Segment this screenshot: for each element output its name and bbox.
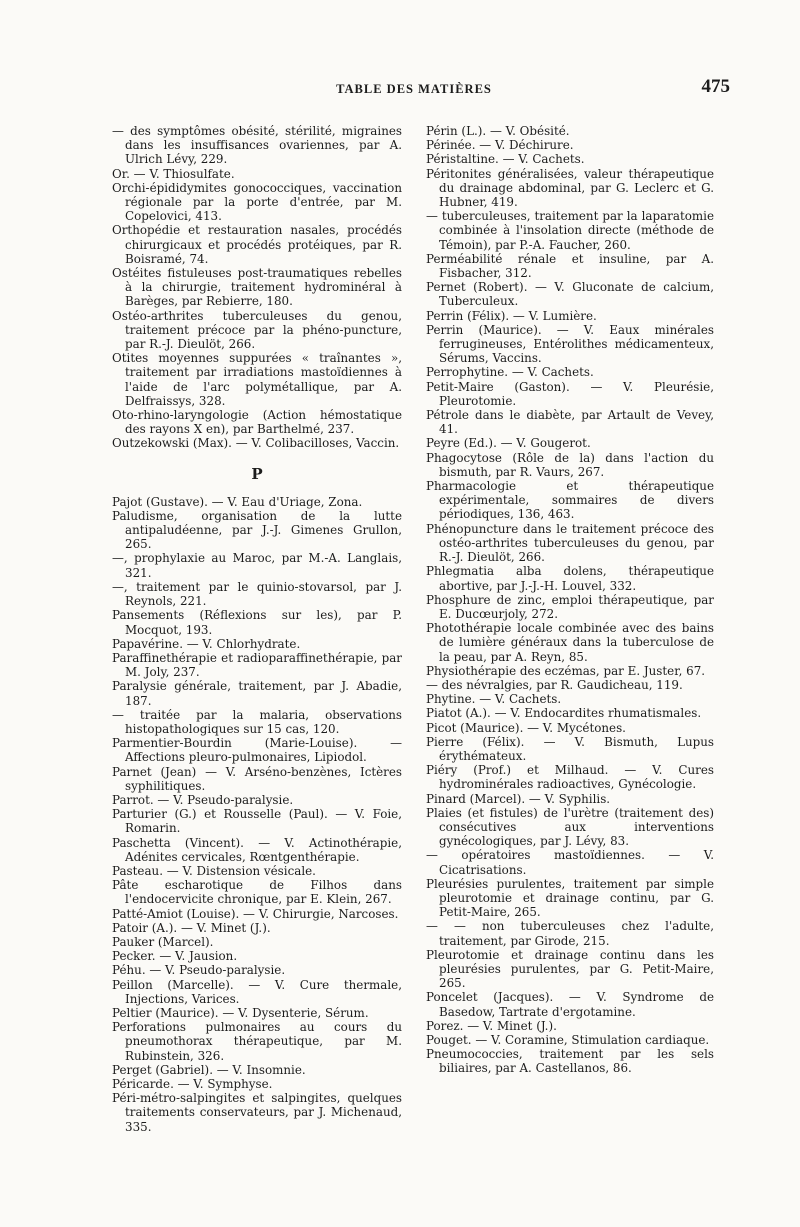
index-entry: — traitée par la malaria, observations histopathologiques sur 15 cas, 120. <box>112 707 402 736</box>
right-entries <box>426 124 714 1076</box>
index-entry: — des névralgies, par R. Gaudicheau, 119. <box>426 677 683 692</box>
index-entry: Pétrole dans le diabète, par Artault de Vevey, 41. <box>426 408 714 437</box>
index-entry: Pasteau. — V. Distension vésicale. <box>112 863 316 878</box>
index-entry: Papavérine. — V. Chlorhydrate. <box>112 636 301 651</box>
index-entry: Peltier (Maurice). — V. Dysenterie, Sérum. <box>112 1005 369 1020</box>
index-entry: Perrin (Maurice). — V. Eaux minérales ferrugineuses, Entérolithes médicamenteux, Sérums, Vaccins. <box>426 322 714 366</box>
left-entries-before <box>112 124 402 451</box>
index-entry: Poncelet (Jacques). — V. Syndrome de Basedow, Tartrate d'ergotamine. <box>426 990 714 1019</box>
index-entry: —, prophylaxie au Maroc, par M.-A. Langlais, 321. <box>112 551 402 580</box>
index-entry: Périn (L.). — V. Obésité. <box>426 124 570 138</box>
index-entry: Perrin (Félix). — V. Lumière. <box>426 308 597 323</box>
running-head <box>108 76 730 102</box>
index-entry: Otites moyennes suppurées « traînantes », traitement par irradiations mastoïdiennes à l'aide de l'arc polymétallique, par A. Delfraissys, 328. <box>112 351 402 408</box>
index-entry: Parmentier-Bourdin (Marie-Louise). — Affections pleuro-pulmonaires, Lipiodol. <box>112 736 402 765</box>
index-entry: Phagocytose (Rôle de la) dans l'action du bismuth, par R. Vaurs, 267. <box>426 450 714 479</box>
right-column <box>426 124 714 1076</box>
index-entry: Paralysie générale, traitement, par J. Abadie, 187. <box>112 679 402 708</box>
index-entry: Phénopuncture dans le traitement précoce des ostéo-arthrites tuberculeuses du genou, par R.-J. Dieulöt, 266. <box>426 521 714 565</box>
index-entry: Pinard (Marcel). — V. Syphilis. <box>426 791 611 806</box>
index-entry: Péristaltine. — V. Cachets. <box>426 152 585 167</box>
index-entry: Pajot (Gustave). — V. Eau d'Uriage, Zona. <box>112 494 363 509</box>
index-entry: — des symptômes obésité, stérilité, migraines dans les insuffisances ovariennes, par A. Ulrich Lévy, 229. <box>112 124 402 167</box>
index-entry: Paraffinethérapie et radioparaffinethérapie, par M. Joly, 237. <box>112 650 402 680</box>
index-entry: Pleurotomie et drainage continu dans les pleurésies purulentes, par G. Petit-Maire, 265. <box>426 947 714 991</box>
index-entry: Péhu. — V. Pseudo-paralysie. <box>112 963 286 978</box>
index-entry: Photothérapie locale combinée avec des bains de lumière généraux dans la tuberculose de la peau, par A. Reyn, 85. <box>426 621 714 664</box>
index-entry: Pansements (Réflexions sur les), par P. Mocquot, 193. <box>112 608 402 637</box>
index-entry: Pâte escharotique de Filhos dans l'endocervicite chronique, par E. Klein, 267. <box>112 878 402 907</box>
index-entry: Phlegmatia alba dolens, thérapeutique abortive, par J.-J.-H. Louvel, 332. <box>426 564 714 593</box>
index-entry: Porez. — V. Minet (J.). <box>426 1018 557 1033</box>
index-entry: — tuberculeuses, traitement par la laparatomie combinée à l'insolation directe (méthode de Témoin), par P.-A. Faucher, 260. <box>426 209 714 252</box>
index-entry: Patoir (A.). — V. Minet (J.). <box>112 920 271 935</box>
section-letter: P <box>251 464 263 483</box>
index-entry: Phytine. — V. Cachets. <box>426 692 562 707</box>
index-entry: Phosphure de zinc, emploi thérapeutique, par E. Ducœurjoly, 272. <box>426 592 714 621</box>
index-entry: Perforations pulmonaires au cours du pneumothorax thérapeutique, par M. Rubinstein, 326. <box>112 1020 402 1063</box>
index-entry: Pouget. — V. Coramine, Stimulation cardiaque. <box>426 1033 710 1047</box>
index-entry: Pauker (Marcel). <box>112 934 214 949</box>
page-number: 475 <box>701 76 730 97</box>
left-entries-after <box>112 495 402 1134</box>
index-entry: Paludisme, organisation de la lutte antipaludéenne, par J.-J. Gimenes Grullon, 265. <box>112 508 402 552</box>
index-entry: Perméabilité rénale et insuline, par A. Fisbacher, 312. <box>426 251 714 281</box>
index-entry: Peillon (Marcelle). — V. Cure thermale, Injections, Varices. <box>112 977 402 1006</box>
index-entry: Parrot. — V. Pseudo-paralysie. <box>112 792 294 807</box>
index-entry: Outzekowski (Max). — V. Colibacilloses, Vaccin. <box>112 436 400 451</box>
index-entry: Or. — V. Thiosulfate. <box>112 166 235 181</box>
index-entry: Petit-Maire (Gaston). — V. Pleurésie, Pleurotomie. <box>426 379 714 408</box>
index-entry: Pernet (Robert). — V. Gluconate de calcium, Tuberculeux. <box>426 280 714 309</box>
index-entry: Plaies (et fistules) de l'urètre (traitement des) consécutives aux interventions gynécologiques, par J. Lévy, 83. <box>426 805 714 849</box>
index-entry: Orthopédie et restauration nasales, procédés chirurgicaux et procédés protéiques, par R. Boisramé, 74. <box>112 223 402 266</box>
index-entry: — — non tuberculeuses chez l'adulte, traitement, par Girode, 215. <box>426 919 714 948</box>
index-entry: Peyre (Ed.). — V. Gougerot. <box>426 436 591 451</box>
index-entry: Pneumococcies, traitement par les sels biliaires, par A. Castellanos, 86. <box>426 1047 714 1076</box>
index-entry: Pierre (Félix). — V. Bismuth, Lupus érythémateux. <box>426 734 714 763</box>
left-column <box>112 124 402 1134</box>
index-entry: — opératoires mastoïdiennes. — V. Cicatrisations. <box>426 848 714 877</box>
running-title: TABLE DES MATIÈRES <box>336 82 492 96</box>
index-entry: Perrophytine. — V. Cachets. <box>426 365 594 380</box>
index-entry: Pharmacologie et thérapeutique expérimentale, sommaires de divers périodiques, 136, 463. <box>426 479 714 522</box>
index-entry: Pleurésies purulentes, traitement par simple pleurotomie et drainage continu, par G. Petit-Maire, 265. <box>426 876 714 920</box>
index-entry: Périnée. — V. Déchirure. <box>426 138 574 153</box>
index-entry: Picot (Maurice). — V. Mycétones. <box>426 720 626 735</box>
index-entry: —, traitement par le quinio-stovarsol, par J. Reynols, 221. <box>112 579 402 609</box>
index-entry: Patté-Amiot (Louise). — V. Chirurgie, Narcoses. <box>112 906 399 921</box>
index-entry: Orchi-épididymites gonococciques, vaccination régionale par la porte d'entrée, par M. Copelovici, 413. <box>112 180 402 224</box>
index-entry: Péri-métro-salpingites et salpingites, quelques traitements conservateurs, par J. Michenaud, 335. <box>112 1091 402 1134</box>
index-entry: Pecker. — V. Jausion. <box>112 949 238 964</box>
index-entry: Parturier (G.) et Rousselle (Paul). — V. Foie, Romarin. <box>112 807 402 836</box>
index-entry: Ostéo-arthrites tuberculeuses du genou, traitement précoce par la phéno-puncture, par R.-J. Dieulöt, 266. <box>112 308 402 352</box>
index-entry: Ostéites fistuleuses post-traumatiques rebelles à la chirurgie, traitement hydrominéral à Barèges, par Rebierre, 180. <box>112 266 402 309</box>
index-entry: Parnet (Jean) — V. Arséno-benzènes, Ictères syphilitiques. <box>112 764 402 793</box>
index-entry: Oto-rhino-laryngologie (Action hémostatique des rayons X en), par Barthelmé, 237. <box>112 408 402 437</box>
index-entry: Péritonites généralisées, valeur thérapeutique du drainage abdominal, par G. Leclerc et G. Hubner, 419. <box>426 166 714 210</box>
index-entry: Piatot (A.). — V. Endocardites rhumatismales. <box>426 706 702 721</box>
index-entry: Péricarde. — V. Symphyse. <box>112 1077 273 1091</box>
index-entry: Paschetta (Vincent). — V. Actinothérapie, Adénites cervicales, Rœntgenthérapie. <box>112 835 402 864</box>
index-entry: Piéry (Prof.) et Milhaud. — V. Cures hydrominérales radioactives, Gynécologie. <box>426 763 714 792</box>
index-entry: Perget (Gabriel). — V. Insomnie. <box>112 1062 306 1077</box>
index-entry: Physiothérapie des eczémas, par E. Juster, 67. <box>426 663 706 678</box>
